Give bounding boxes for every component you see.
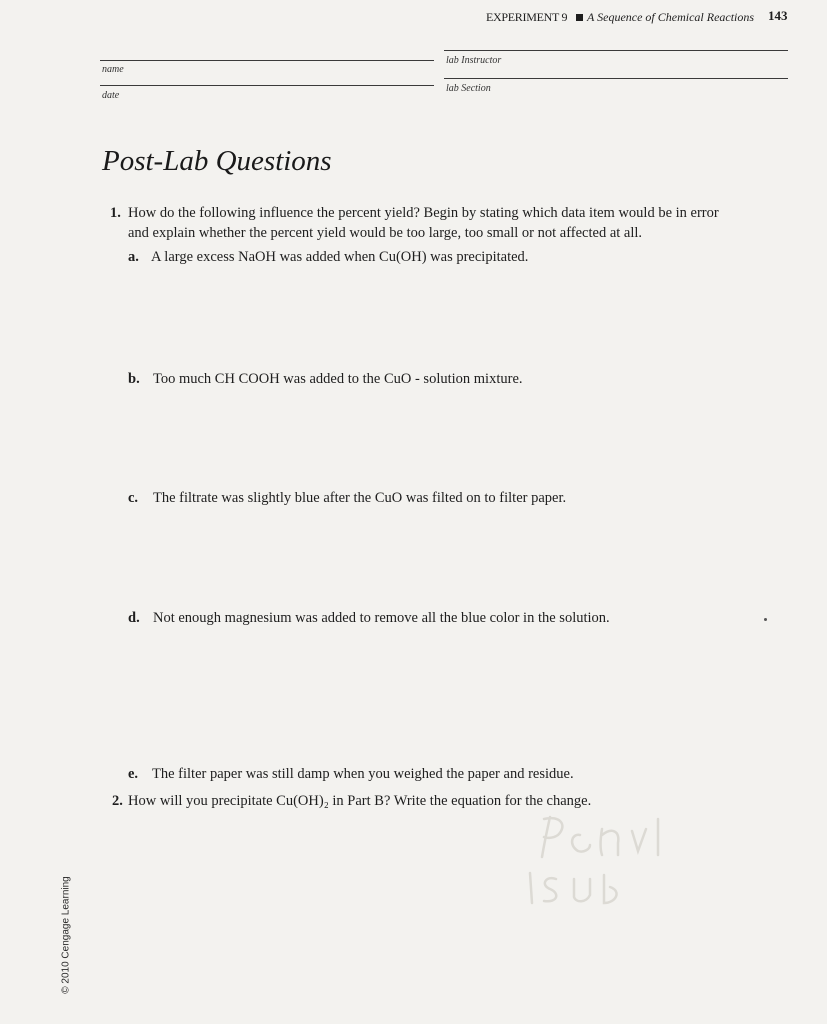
section-label: lab Section <box>446 83 491 94</box>
question-part-d <box>128 609 788 627</box>
question-1 <box>110 204 810 222</box>
faint-handwriting-mark <box>520 805 690 925</box>
part-text: The filter paper was still damp when you weighed the paper and residue. <box>152 766 574 782</box>
instructor-line[interactable] <box>444 50 788 51</box>
stray-mark <box>764 618 767 621</box>
question-part-b <box>128 370 788 388</box>
question-number: 1. <box>110 205 121 221</box>
question-part-a <box>128 248 788 266</box>
instructor-label: lab Instructor <box>446 55 502 66</box>
question-text: How do the following influence the percent yield? Begin by stating which data item would be in error <box>128 205 719 221</box>
part-letter: a. <box>128 249 139 265</box>
copyright-notice: © 2010 Cengage Learning <box>60 876 72 994</box>
question-number: 2. <box>112 793 123 809</box>
question-text-continued: and explain whether the percent yield would be too large, too small or not affected at all. <box>128 225 643 241</box>
part-text: A large excess NaOH was added when Cu(OH) was precipitated. <box>151 249 529 265</box>
square-bullet-icon <box>576 14 583 21</box>
running-header <box>486 8 796 26</box>
question-text: How will you precipitate Cu(OH)₂ in Part B? Write the equation for the change. <box>128 793 592 809</box>
experiment-number: EXPERIMENT 9 <box>486 10 568 24</box>
part-text: Too much CH COOH was added to the CuO - solution mixture. <box>153 371 523 387</box>
experiment-title: A Sequence of Chemical Reactions <box>587 10 755 24</box>
date-line[interactable] <box>100 85 434 86</box>
name-label: name <box>102 64 124 75</box>
date-label: date <box>102 90 120 101</box>
section-line[interactable] <box>444 78 788 79</box>
part-text: The filtrate was slightly blue after the CuO was filted on to filter paper. <box>153 490 567 506</box>
name-line[interactable] <box>100 60 434 61</box>
question-part-e <box>128 765 788 783</box>
question-part-c <box>128 489 788 507</box>
part-text: Not enough magnesium was added to remove all the blue color in the solution. <box>153 610 610 626</box>
part-letter: d. <box>128 610 140 626</box>
part-letter: b. <box>128 371 140 387</box>
part-letter: e. <box>128 766 139 782</box>
page-number: 143 <box>768 8 788 23</box>
page-title: Post-Lab Questions <box>102 145 332 177</box>
part-letter: c. <box>128 490 139 506</box>
